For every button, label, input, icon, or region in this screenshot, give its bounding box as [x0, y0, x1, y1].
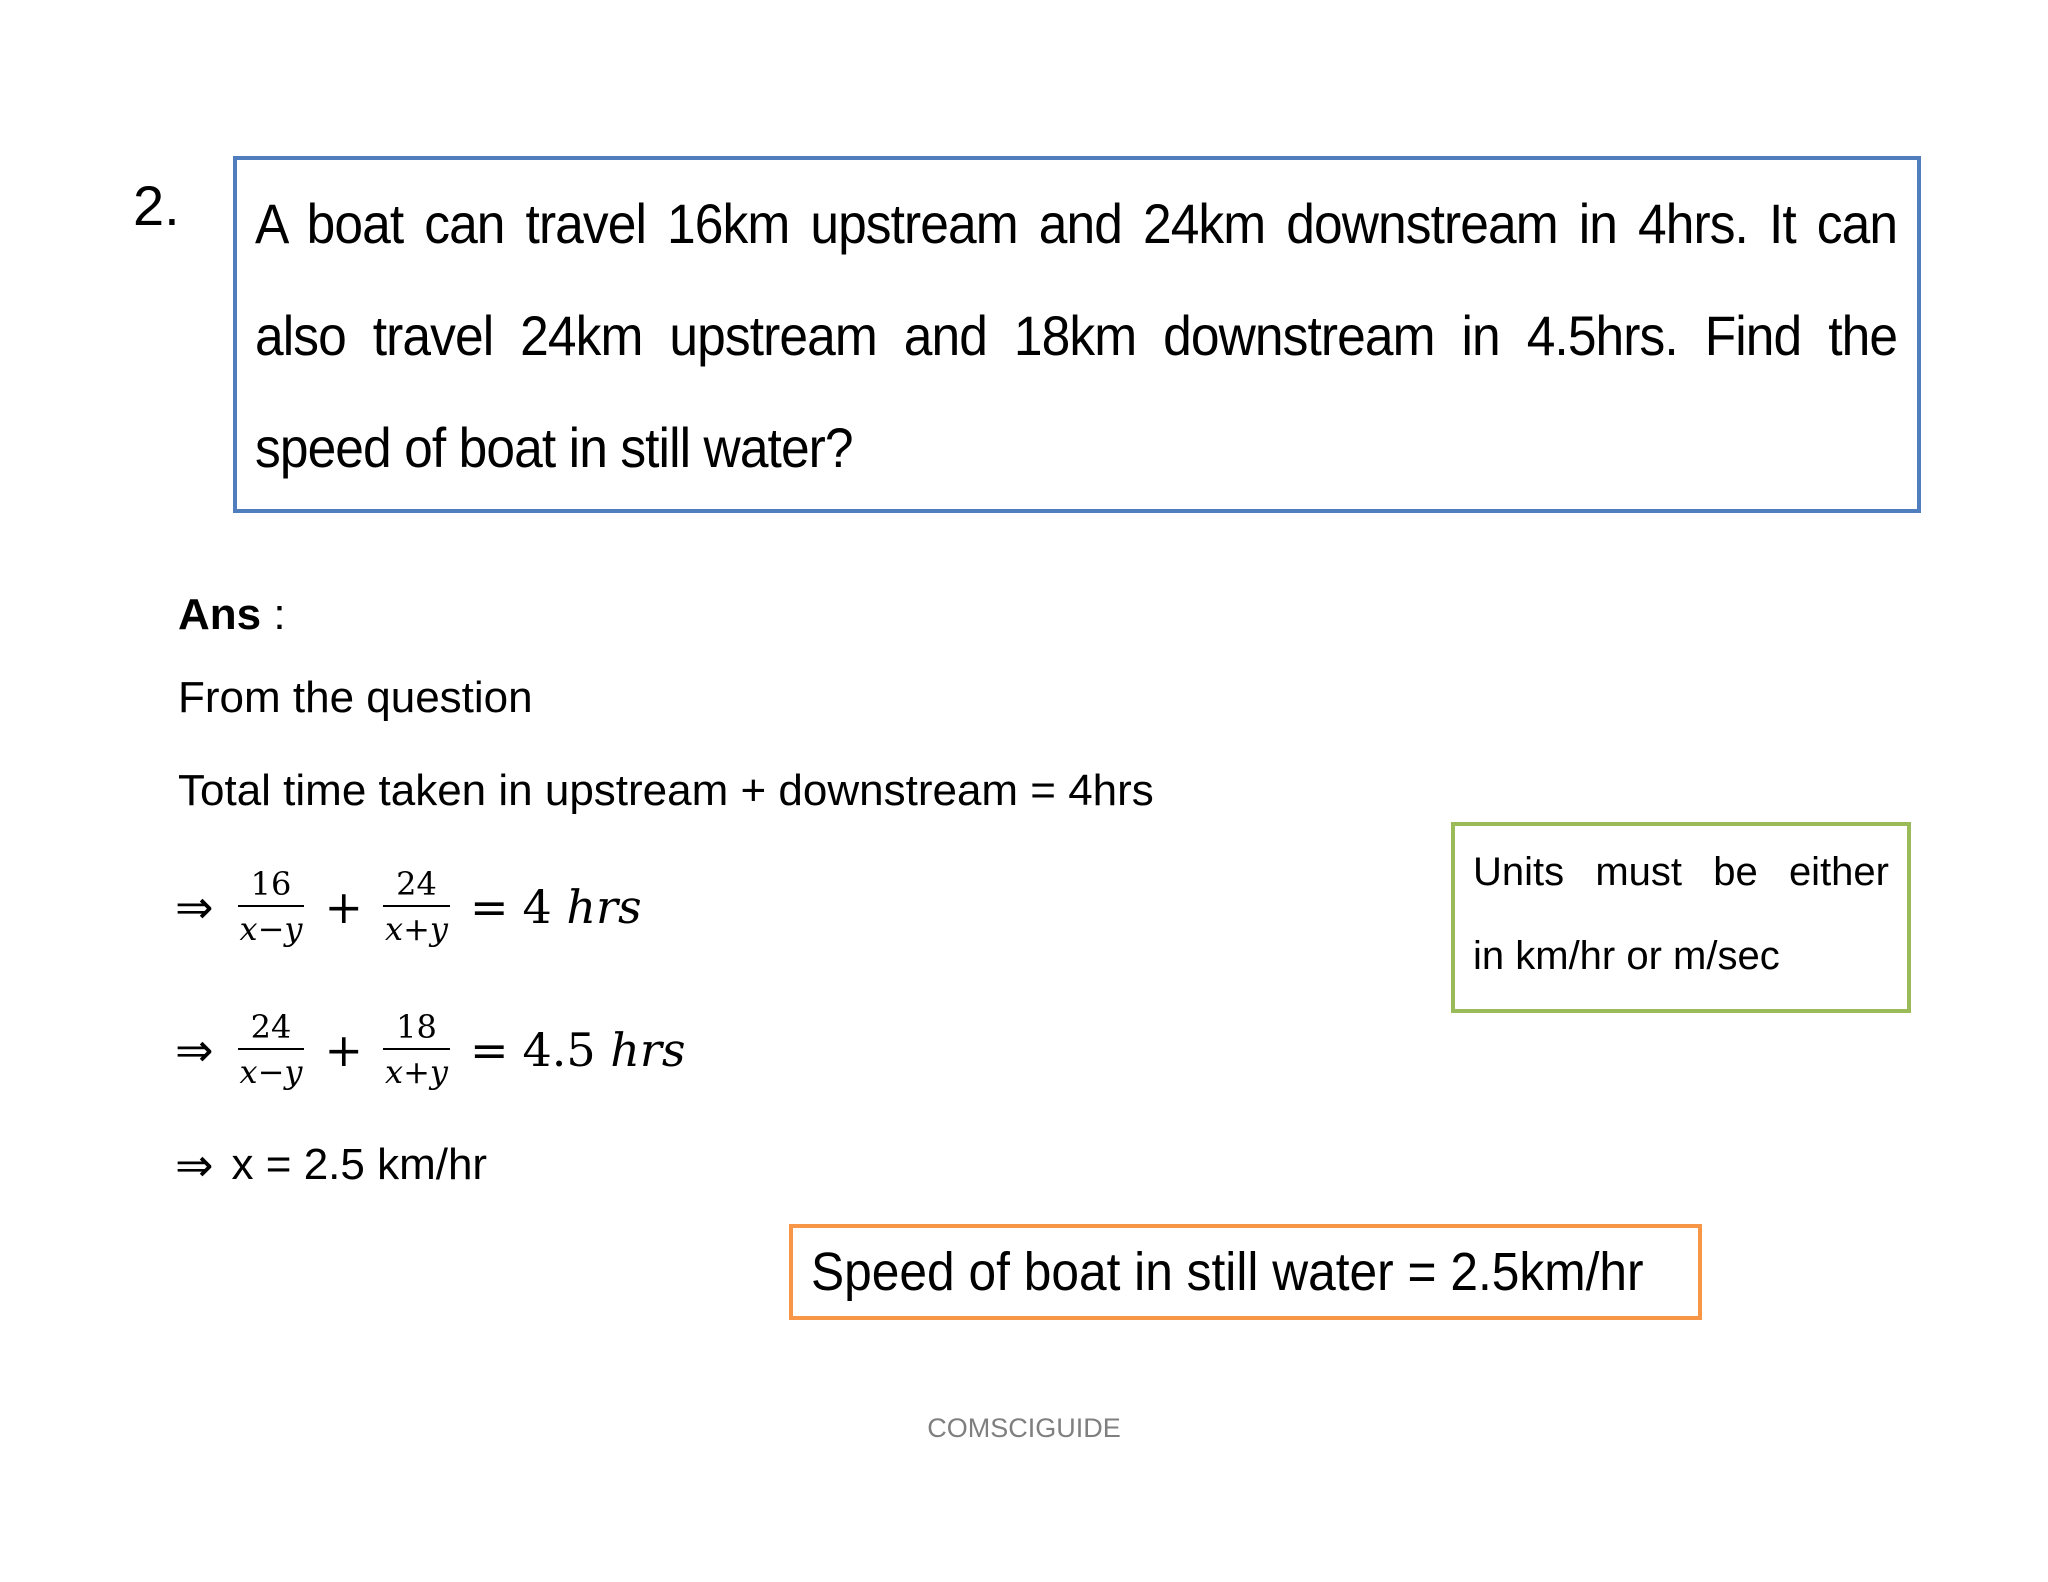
- result-text: x = 2.5 km/hr: [231, 1140, 488, 1189]
- note-word: be: [1713, 850, 1758, 894]
- equals-sign: =: [469, 1023, 509, 1077]
- equation-rhs: [523, 1023, 686, 1077]
- units-note-line-2: in km/hr or m/sec: [1473, 934, 1780, 978]
- note-word: Units: [1473, 850, 1565, 894]
- rhs-unit: hrs: [610, 1023, 686, 1077]
- rhs-unit: hrs: [566, 880, 642, 934]
- numerator: 24: [396, 865, 437, 903]
- implies-arrow-icon: ⇒: [175, 880, 214, 934]
- units-note-box: [1451, 822, 1911, 1013]
- note-word: must: [1595, 850, 1683, 894]
- question-number: 2.: [133, 174, 180, 237]
- equation-2: [175, 1006, 686, 1094]
- fraction: [238, 863, 305, 951]
- final-answer-box: [789, 1224, 1702, 1320]
- answer-label-suffix: :: [261, 590, 286, 639]
- denominator: x+y: [385, 1053, 448, 1091]
- denominator: x−y: [239, 910, 303, 948]
- equals-sign: =: [469, 880, 509, 934]
- intro-line: From the question: [178, 673, 533, 722]
- implies-arrow-icon: ⇒: [175, 1138, 214, 1192]
- rhs-value: 4.5: [522, 1023, 596, 1077]
- plus-sign: +: [324, 880, 364, 934]
- implies-arrow-icon: ⇒: [175, 1023, 214, 1077]
- note-word: either: [1788, 850, 1889, 894]
- fraction: [383, 863, 450, 951]
- numerator: 16: [250, 865, 292, 903]
- statement-line: Total time taken in upstream + downstream = 4hrs: [178, 766, 1154, 815]
- final-answer-text: Speed of boat in still water = 2.5km/hr: [811, 1242, 1644, 1302]
- denominator: x+y: [385, 910, 448, 948]
- question-text: A boat can travel 16km upstream and 24km downstream in 4hrs. It can also travel 24km upstream and 18km downstream in 4.5hrs. Find the speed of boat in still water?: [255, 192, 1898, 479]
- equation-rhs: [523, 880, 642, 934]
- answer-heading: [178, 590, 286, 640]
- result-line: [175, 1138, 487, 1192]
- denominator: x−y: [239, 1053, 303, 1091]
- numerator: 24: [250, 1008, 292, 1046]
- units-note-line-1: [1473, 830, 1889, 914]
- plus-sign: +: [324, 1023, 364, 1077]
- footer-watermark: COMSCIGUIDE: [927, 1413, 1121, 1443]
- fraction: [238, 1006, 305, 1094]
- equation-1: [175, 863, 642, 951]
- question-box: [233, 156, 1921, 513]
- fraction: [383, 1006, 450, 1094]
- numerator: 18: [396, 1008, 437, 1046]
- answer-label: Ans: [178, 590, 262, 639]
- rhs-value: 4: [522, 880, 552, 934]
